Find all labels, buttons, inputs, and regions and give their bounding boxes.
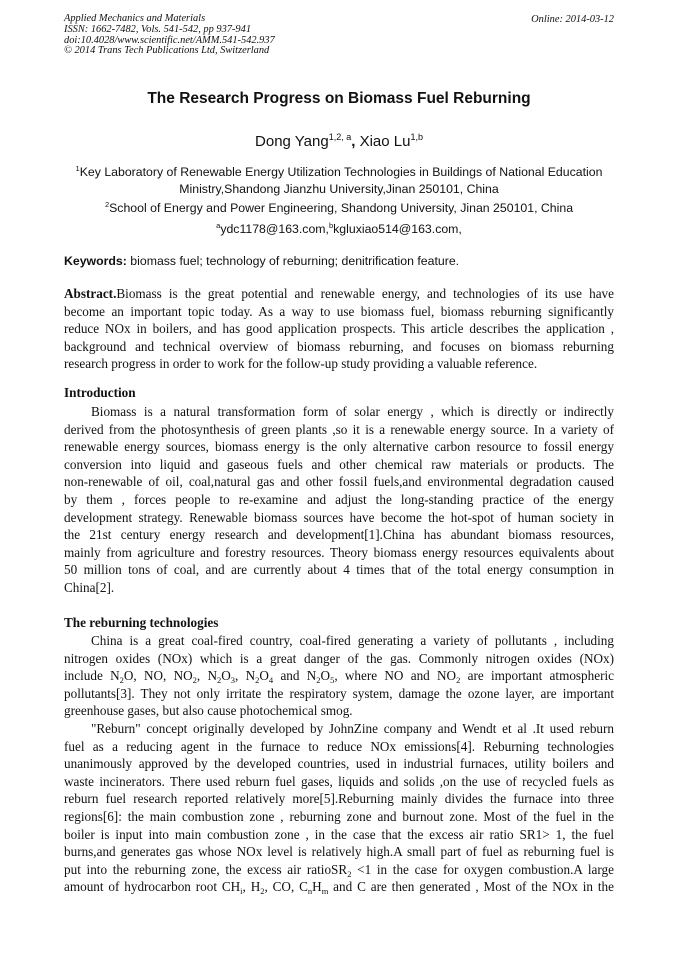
body-line-formulas: include $N_2O$, NO, $NO_2$, $N_2O_3$, $N_2O_4$ and $N_2O_5$, where NO and $NO_2$ are important atmospheric (64, 668, 614, 686)
abstract-line: background and technical overview of biomass reburning, and focuses on biomass reburning (64, 338, 614, 354)
abstract-label: Abstract. (64, 286, 117, 301)
author-affiliation-mark: 1,2, a (328, 132, 352, 142)
body-line: Biomass is a natural transformation form of solar energy , which is directly or indirectly (91, 404, 614, 419)
affiliation-text: Key Laboratory of Renewable Energy Utilization Technologies in Buildings of National Education (79, 165, 603, 179)
body-line: burns,and generates gas whose NOx level is relatively high.A small part of fuel as reburning fuel is (64, 844, 614, 860)
body-line: 50 million tons of coal, and are currently about 4 times that of the total energy consumption in (64, 562, 614, 578)
affiliation-1 (0, 164, 678, 179)
email-b[interactable]: kgluxiao514@163.com, (333, 222, 462, 236)
body-line: non-renewable of oil, coal,natural gas and other fossil fuels,and environmental degradation caused (64, 474, 614, 490)
section-heading-introduction: Introduction (64, 385, 136, 400)
body-line: waste incinerators. There used reburn fuel gases, liquids and solids ,on the use of recycled fuels as (64, 773, 614, 789)
body-line: pollutants[3]. They not only irritate the respiratory system, damage the ozone layer, are important (64, 685, 614, 701)
keywords-text: biomass fuel; technology of reburning; denitrification feature. (126, 254, 460, 268)
email-mark: b (328, 221, 334, 230)
doi-line[interactable]: doi:10.4028/www.scientific.net/AMM.541-542.937 (64, 34, 275, 46)
body-line: development strategy. Renewable biomass sources have become the hot-spot of human society in (64, 509, 614, 525)
abstract-line: reduce NOx in boilers, and has good application prospects. This article describes the application , (64, 321, 614, 337)
journal-header (64, 14, 275, 57)
body-line: mainly from agriculture and forestry resources. Theory biomass energy resources equivalents about (64, 544, 614, 560)
author-name: Xiao Lu (359, 133, 411, 150)
online-date: Online: 2014-03-12 (531, 14, 614, 25)
copyright-line: © 2014 Trans Tech Publications Ltd, Switzerland (64, 45, 270, 57)
author-separator: , (351, 133, 360, 150)
body-line: by them , forces people to re-examine and adjust the long-standing practice of the energy (64, 491, 614, 507)
introduction-body (64, 403, 614, 597)
section-heading-reburning: The reburning technologies (64, 615, 219, 630)
reburning-body (64, 632, 614, 896)
keywords (64, 254, 459, 268)
body-line: renewable energy sources, biomass energy is the only alternative carbon resource to fossil energy (64, 439, 614, 455)
body-line: regions[6]: the main combustion zone , reburning zone and burnout zone. Most of the fuel in the (64, 808, 614, 824)
body-line-formulas: amount of hydrocarbon root $CH_i$, $H_2$, CO, $C_nH_m$ and C are then generated , Most of the NOx in the (64, 879, 614, 897)
body-line: boiler is input into main combustion zone , in the case that the excess air ratio SR1> 1, the fuel (64, 826, 614, 842)
abstract-line (64, 285, 614, 303)
body-line: "Reburn" concept originally developed by JohnZine company and Wendt et al .It used reburn (91, 720, 614, 736)
abstract-line: research progress in order to work for the follow-up study providing a valuable reference. (64, 356, 538, 372)
body-line: conversion into liquid and gaseous fuels and other chemical raw materials or products. The (64, 456, 614, 472)
keywords-label: Keywords: (64, 254, 127, 268)
text: Biomass is the great potential and renewable energy, and technologies of its use have (116, 286, 614, 301)
author-name: Dong Yang (255, 133, 329, 150)
body-line: reburn fuel research reported relatively more[5].Reburning mainly divides the furnace into three (64, 791, 614, 807)
author-affiliation-mark: 1,b (410, 132, 423, 142)
author-list (0, 132, 678, 150)
body-line-formulas: put into the reburning zone, the excess air ratioSR$_2$ <1 in the case for oxygen combustion.A large (64, 861, 614, 879)
body-line: the 21st century energy research and development[1].China has abundant biomass resources, (64, 527, 614, 543)
body-line: China is a great coal-fired country, coal-fired generating a variety of pollutants , including (91, 633, 614, 648)
affiliation-2 (0, 200, 678, 215)
body-line: fuel as a reducing agent in the furnace to reduce NOx emissions[4]. Reburning technologies (64, 738, 614, 754)
email-mark: a (216, 221, 221, 230)
affiliation-mark: 2 (104, 200, 110, 209)
affiliation-mark: 1 (75, 164, 80, 173)
email-a[interactable]: ydc1178@163.com, (220, 222, 329, 236)
body-line: greenhouse gases, but also cause photochemical smog. (64, 703, 353, 719)
body-line: unanimously approved by the developed countries, used in industrial furnaces, utility boilers and (64, 756, 614, 772)
body-line: derived from the photosynthesis of green plants ,so it is a renewable energy source. In a variety of (64, 421, 614, 437)
journal-name: Applied Mechanics and Materials (64, 13, 206, 24)
abstract-line: become an important topic today. As a way to use biomass fuel, biomass reburning significantly (64, 303, 614, 319)
body-line: nitrogen oxides (NOx) which is a great danger of the gas. Commonly nitrogen oxides (NOx) (64, 650, 614, 666)
body-line: China[2]. (64, 579, 115, 595)
email-line (0, 221, 678, 236)
affiliation-1-cont: Ministry,Shandong Jianzhu University,Jinan 250101, China (179, 182, 499, 196)
paper-title: The Research Progress on Biomass Fuel Reburning (147, 90, 531, 107)
abstract (64, 285, 614, 373)
affiliation-text: School of Energy and Power Engineering, Shandong University, Jinan 250101, China (109, 201, 574, 215)
issn-line: ISSN: 1662-7482, Vols. 541-542, pp 937-941 (64, 23, 252, 35)
